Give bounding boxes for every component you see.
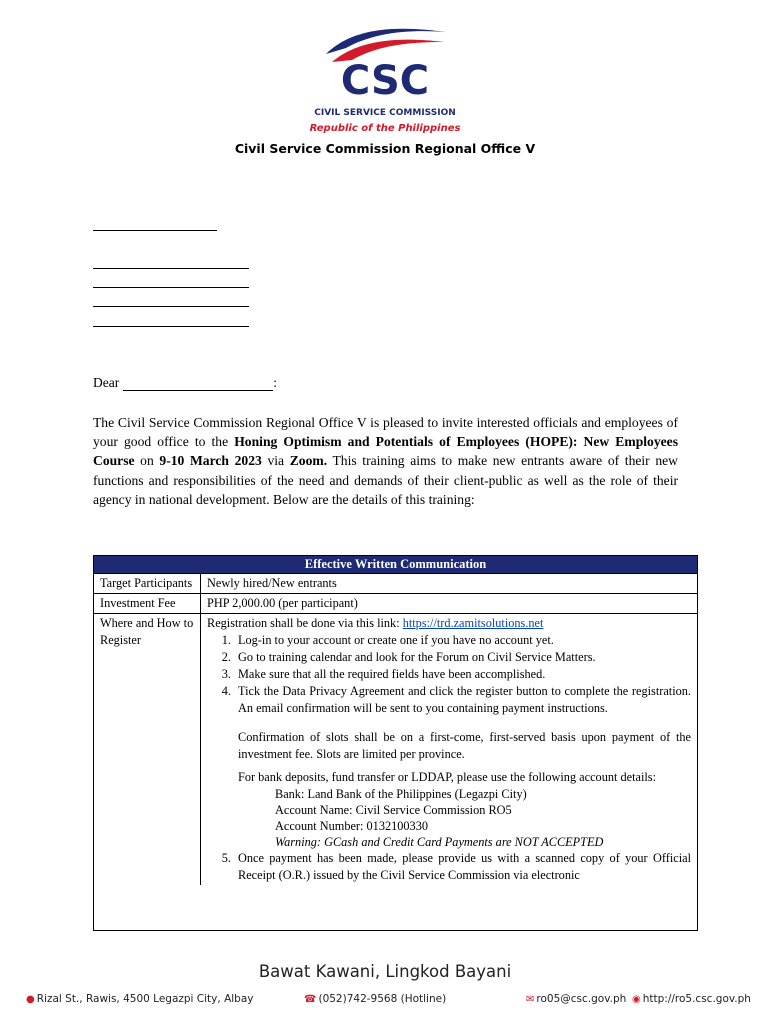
training-details-table xyxy=(93,555,698,931)
course-name: Honing Optimism and Potentials of Employees (HOPE): New Employees Course xyxy=(93,434,678,469)
table-header: Effective Written Communication xyxy=(94,556,697,573)
step-text: Once payment has been made, please provide us with a scanned copy of your Official Receipt (O.R.) issued by the Civil Service Commission via electronic xyxy=(238,851,691,882)
office-title: Civil Service Commission Regional Office V xyxy=(234,141,536,156)
step-text: Make sure that all the required fields have been accomplished. xyxy=(238,667,546,681)
address-blank-1 xyxy=(93,268,249,269)
course-platform: Zoom. xyxy=(289,453,328,469)
target-label: Target Participants xyxy=(94,574,201,593)
phone-icon: ☎ xyxy=(304,994,317,1005)
target-value: Newly hired/New entrants xyxy=(207,576,337,590)
footer-email[interactable] xyxy=(526,993,626,1005)
registration-steps xyxy=(207,632,691,717)
address-text: Rizal St., Rawis, 4500 Legazpi City, Albay xyxy=(36,993,254,1005)
step-number: 3. xyxy=(221,667,231,681)
address-blank-4 xyxy=(93,326,249,327)
step-number: 2. xyxy=(221,650,231,664)
list-item xyxy=(207,683,691,717)
table-row-register xyxy=(94,613,697,885)
intro-paragraph xyxy=(93,413,678,509)
salutation-colon: : xyxy=(273,375,277,390)
bank-intro: For bank deposits, fund transfer or LDDAP, please use the following account details: xyxy=(238,770,657,784)
intro-text-2: on xyxy=(134,453,160,469)
phone-text: (052)742-9568 (Hotline) xyxy=(318,993,447,1005)
list-item xyxy=(207,666,691,683)
logo-text: CSC xyxy=(340,58,430,104)
logo-line2: Republic of the Philippines xyxy=(309,123,461,134)
list-item xyxy=(207,632,691,649)
bank-name: Bank: Land Bank of the Philippines (Legazpi City) xyxy=(275,787,527,801)
register-details xyxy=(201,614,697,885)
date-blank xyxy=(93,230,217,231)
globe-icon: ◉ xyxy=(632,994,641,1005)
register-intro-line xyxy=(207,615,691,632)
salutation xyxy=(93,375,277,391)
footer-phone xyxy=(304,993,446,1005)
fee-value: PHP 2,000.00 (per participant) xyxy=(207,596,358,610)
list-item xyxy=(207,649,691,666)
list-item xyxy=(207,850,691,884)
table-row-target xyxy=(94,573,697,593)
step-number: 1. xyxy=(221,633,231,647)
register-intro: Registration shall be done via this link: xyxy=(207,616,403,630)
intro-text-1: The Civil Service Commission Regional Office V is pleased to invite interested officials and employees of your good office to the xyxy=(93,415,678,450)
fee-label: Investment Fee xyxy=(94,594,201,613)
table-row-fee xyxy=(94,593,697,613)
step-text: Go to training calendar and look for the Forum on Civil Service Matters. xyxy=(238,650,596,664)
csc-logo xyxy=(309,24,461,138)
salutation-text: Dear xyxy=(93,375,120,390)
footer-website[interactable] xyxy=(632,993,751,1005)
payment-warning: Warning: GCash and Credit Card Payments are NOT ACCEPTED xyxy=(275,835,604,849)
intro-text-4: This training aims to make new entrants aware of their new functions and responsibilities of the need and demands of their client-public as well as the role of their agency in national development. Below are the details of this training: xyxy=(93,453,678,507)
confirmation-note: Confirmation of slots shall be on a first-come, first-served basis upon payment of the investment fee. Slots are limited per province. xyxy=(238,730,691,761)
email-text: ro05@csc.gov.ph xyxy=(536,993,627,1005)
register-label: Where and How to Register xyxy=(94,614,201,885)
salutation-blank xyxy=(123,378,273,391)
intro-text-3: via xyxy=(261,453,290,469)
footer-contacts xyxy=(26,993,751,1009)
step-text: Tick the Data Privacy Agreement and click the register button to complete the registration. An email confirmation will be sent to you containing payment instructions. xyxy=(238,684,691,715)
step-text: Log-in to your account or create one if you have no account yet. xyxy=(238,633,554,647)
logo-line1: CIVIL SERVICE COMMISSION xyxy=(314,108,456,118)
registration-link[interactable]: https://trd.zamitsolutions.net xyxy=(402,616,544,630)
footer-address xyxy=(26,993,253,1005)
step-number: 4. xyxy=(221,684,231,698)
email-icon: ✉ xyxy=(526,994,535,1005)
step-number: 5. xyxy=(221,851,231,865)
address-blank-3 xyxy=(93,306,249,307)
registration-step-5 xyxy=(207,850,691,884)
account-number: Account Number: 0132100330 xyxy=(275,819,429,833)
course-date: 9-10 March 2023 xyxy=(159,453,262,469)
footer-tagline: Bawat Kawani, Lingkod Bayani xyxy=(258,962,512,981)
account-name: Account Name: Civil Service Commission RO5 xyxy=(275,803,512,817)
location-icon: ● xyxy=(26,994,35,1005)
website-text: http://ro5.csc.gov.ph xyxy=(642,993,751,1005)
csc-logo-graphic xyxy=(309,24,461,138)
address-blank-2 xyxy=(93,287,249,288)
